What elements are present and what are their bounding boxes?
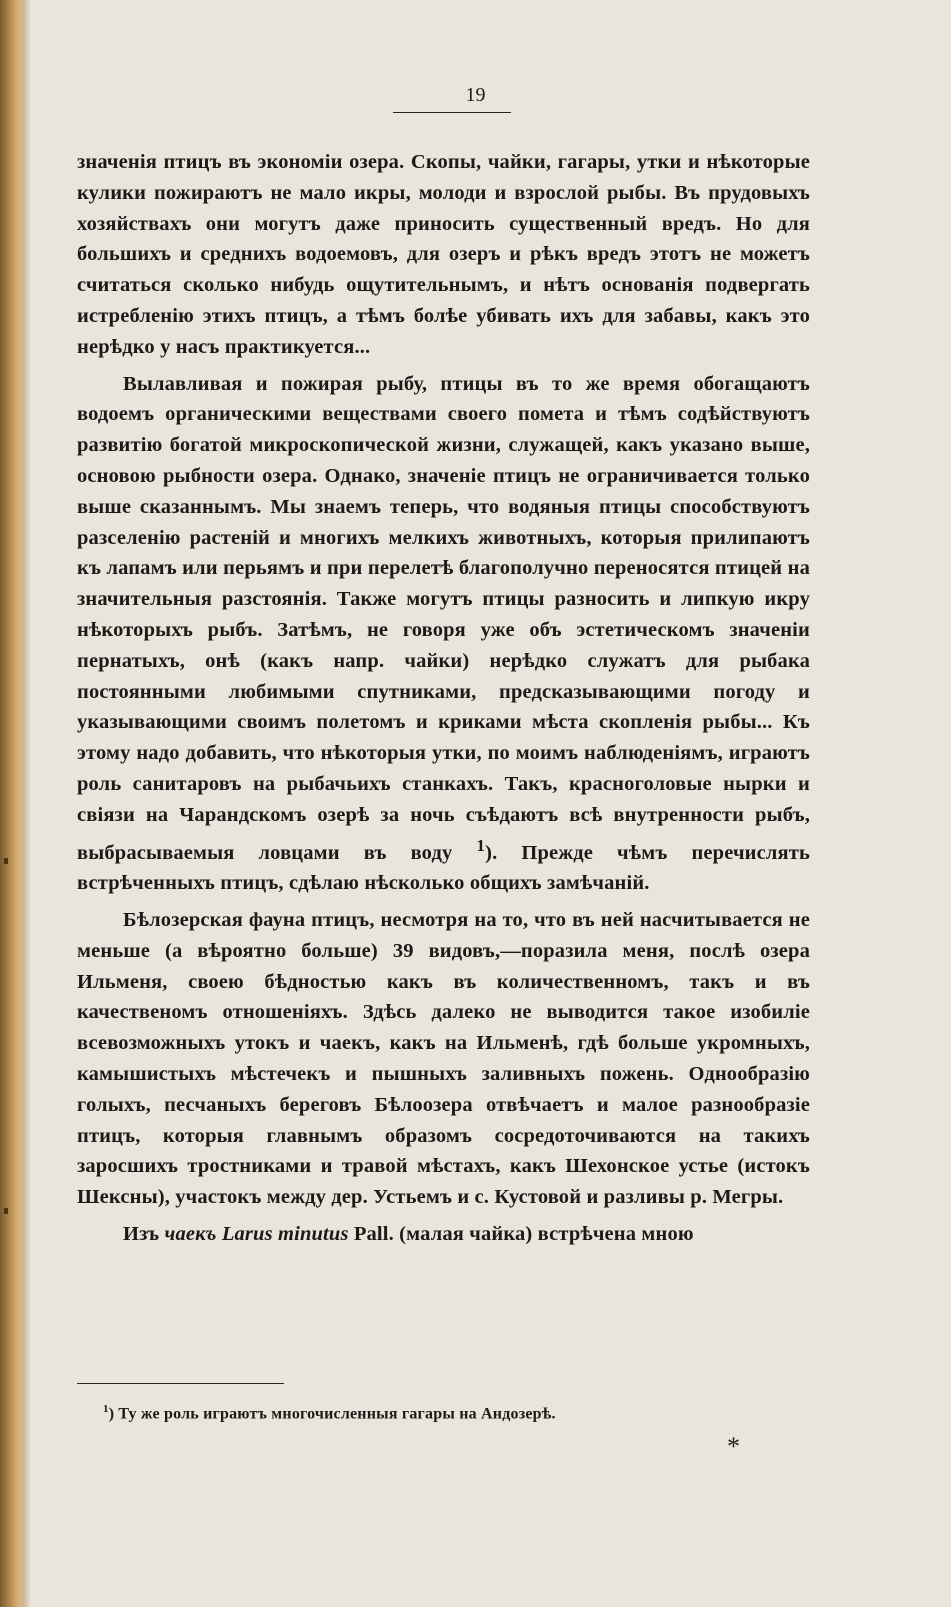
signature-mark: *	[727, 1432, 740, 1461]
paragraph-2	[77, 369, 810, 899]
paragraph-4-end: Pall. (малая чайка) встрѣчена мною	[353, 1222, 694, 1245]
page-number: 19	[465, 84, 486, 106]
footnote-text: ) Ту же роль играютъ многочисленныя гагары на Андозерѣ.	[108, 1405, 556, 1423]
book-binding-edge	[0, 0, 30, 1607]
header-rule	[393, 112, 511, 113]
paragraph-4-start: Изъ	[123, 1222, 160, 1245]
footnote	[103, 1403, 556, 1423]
paragraph-4	[77, 1219, 810, 1250]
paragraph-2-text: Вылавливая и пожирая рыбу, птицы въ то же время обогащаютъ водоемъ органическими веществами своего помета и тѣмъ содѣйствуютъ развитію богатой микроскопической жизни, служащей, какъ указано выше, основою рыбности озера. Однако, значеніе птицъ не ограничивается только выше сказаннымъ. Мы знаемъ теперь, что водяныя птицы способствуютъ разселенію растеній и многихъ мелкихъ животныхъ, которыя прилипаютъ къ лапамъ или перьямъ и при перелетѣ благополучно переносятся птицей на значительныя разстоянія. Также могутъ птицы разносить и липкую икру нѣкоторыхъ рыбъ. Затѣмъ, не говоря уже объ эстетическомъ значеніи пернатыхъ, онѣ (какъ напр. чайки) нерѣдко служатъ для рыбака постоянными любимыми спутниками, предсказывающими погоду и указывающими своимъ полетомъ и криками мѣста скопленія рыбы... Къ этому надо добавить, что нѣкоторыя утки, по моимъ наблюденіямъ, играютъ роль санитаровъ на рыбачьихъ станкахъ. Такъ, красноголовые нырки и свіязи на Чарандскомъ озерѣ за ночь съѣдаютъ всѣ внутренности рыбъ, выбрасываемыя ловцами въ воду	[77, 372, 810, 864]
species-name: чаекъ Larus minutus	[164, 1222, 349, 1245]
paragraph-3: Бѣлозерская фауна птицъ, несмотря на то, что въ ней насчитывается не меньше (а вѣроятно больше) 39 видовъ,—поразила меня, послѣ озера Ильменя, своею бѣдностью какъ въ количественномъ, такъ и въ качественомъ отношеніяхъ. Здѣсь далеко не выводится такое изобиліе всевозможныхъ утокъ и чаекъ, какъ на Ильменѣ, гдѣ больше укромныхъ, камышистыхъ мѣстечекъ и пышныхъ заливныхъ пожень. Однообразію голыхъ, песчаныхъ береговъ Бѣлоозера отвѣчаетъ и малое разнообразіе птицъ, которыя главнымъ образомъ сосредоточиваются на такихъ заросшихъ тростниками и травой мѣстахъ, какъ Шехонское устье (истокъ Шексны), участокъ между дер. Устьемъ и с. Кустовой и разливы р. Мегры.	[77, 908, 810, 1209]
paragraph-2-tail: ). Прежде чѣмъ перечислять встрѣченныхъ птицъ, сдѣлаю нѣсколько общихъ замѣчаній.	[77, 841, 810, 895]
footnote-rule	[77, 1383, 284, 1384]
binding-spot	[4, 858, 8, 864]
paragraph-1: значенія птицъ въ экономіи озера. Скопы, чайки, гагары, утки и нѣкоторые кулики пожираютъ не мало икры, молоди и взрослой рыбы. Въ прудовыхъ хозяйствахъ они могутъ даже приносить существенный вредъ. Но для большихъ и среднихъ водоемовъ, для озеръ и рѣкъ вредъ этотъ не можетъ считаться сколько нибудь ощутительнымъ, и нѣтъ основанія подвергать истребленію этихъ птицъ, а тѣмъ болѣе убивать ихъ для забавы, какъ это нерѣдко у насъ практикуется...	[77, 151, 810, 358]
footnote-marker: 1	[103, 1403, 109, 1415]
body-text	[77, 147, 810, 1256]
footnote-ref: 1	[476, 835, 486, 855]
binding-spot	[4, 1208, 8, 1214]
